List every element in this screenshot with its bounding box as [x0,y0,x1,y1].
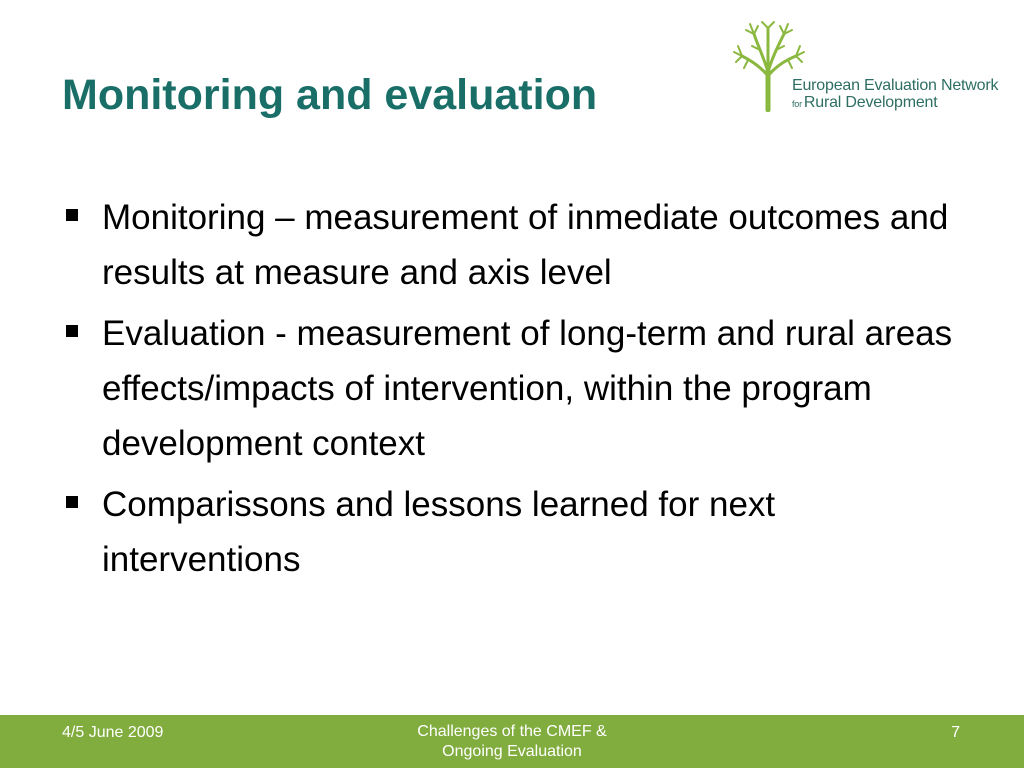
footer-title-line-1: Challenges of the CMEF & [417,723,607,740]
footer-bar [0,715,1024,768]
square-bullet-icon [66,496,78,508]
logo-text-line-1: European Evaluation Network [792,77,999,94]
footer-title-line-2: Ongoing Evaluation [442,743,582,760]
logo [728,20,1018,112]
logo-text-main: Rural Development [803,94,938,111]
bullet-list [62,190,962,593]
bullet-text: Evaluation - measurement of long-term and rural areas effects/impacts of intervention, within the program development context [102,314,953,463]
bullet-item [62,306,962,471]
bullet-item [62,190,962,300]
slide-title: Monitoring and evaluation [62,71,598,119]
bullet-text: Monitoring – measurement of inmediate outcomes and results at measure and axis level [102,198,949,292]
footer-title [362,722,662,762]
logo-text-prefix: for [792,99,802,109]
footer-date: 4/5 June 2009 [62,724,164,741]
bullet-text: Comparissons and lessons learned for next interventions [102,485,776,579]
square-bullet-icon [66,209,78,221]
logo-text-line-2 [792,94,937,113]
square-bullet-icon [66,325,78,337]
bullet-item [62,477,962,587]
page-number: 7 [951,724,960,741]
